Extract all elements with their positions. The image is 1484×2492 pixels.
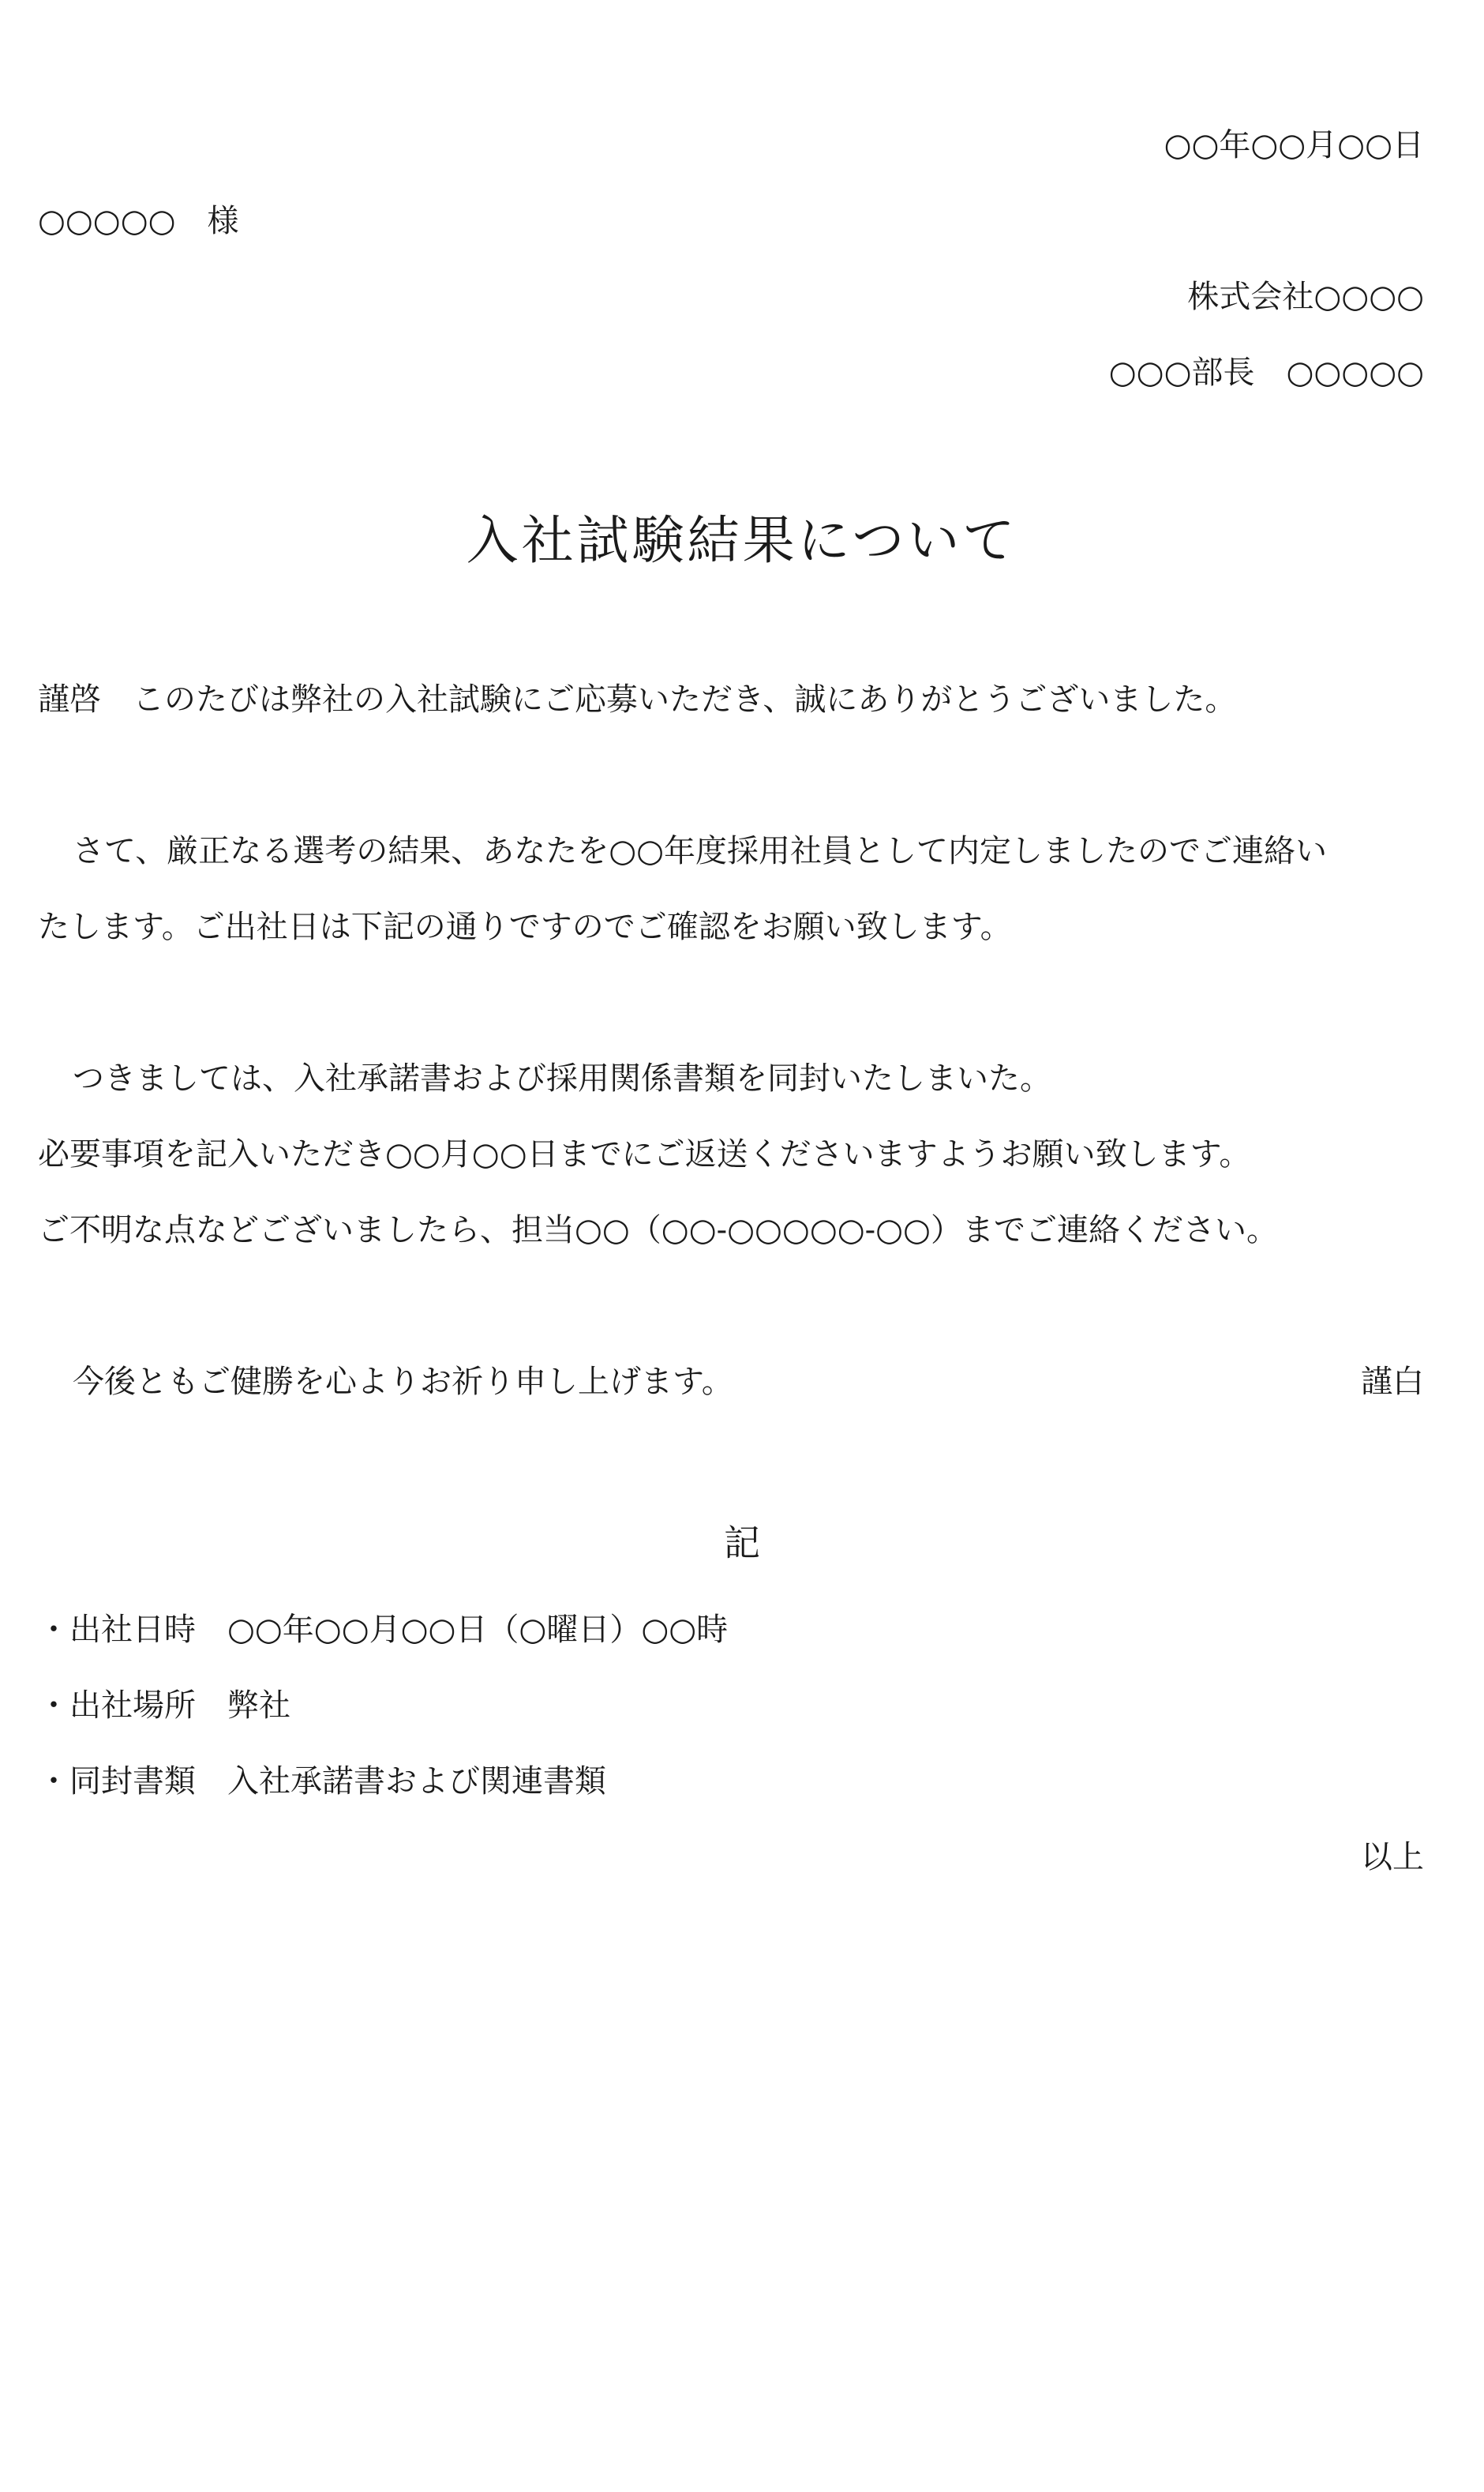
notes-item-value: ○○年○○月○○日（○曜日）○○時 xyxy=(227,1612,729,1648)
body-paragraph-1-line-2: たします。ご出社日は下記の通りですのでご確認をお願い致します。 xyxy=(38,909,1012,945)
body-paragraph-2-line-3: ご不明な点などございましたら、担当○○（○○-○○○○○-○○）までご連絡ください。 xyxy=(38,1212,1278,1248)
notes-item-label: ・出社日時 xyxy=(38,1612,196,1648)
notes-heading: 記 xyxy=(724,1522,760,1564)
sender-name: ○○○部長 ○○○○○ xyxy=(1108,355,1424,391)
notes-end: 以上 xyxy=(1361,1839,1424,1875)
greeting-line: 謹啓 このたびは弊社の入社試験にご応募いただき、誠にありがとうございました。 xyxy=(38,681,1237,718)
letter-date: ○○年○○月○○日 xyxy=(1164,127,1424,163)
notes-item-value: 弊社 xyxy=(227,1687,290,1724)
closing-line: 今後ともご健勝を心よりお祈り申し上げます。 xyxy=(73,1364,733,1400)
notes-item xyxy=(38,1683,290,1728)
notes-item-label: ・出社場所 xyxy=(38,1687,196,1724)
sender-company: 株式会社○○○○ xyxy=(1187,279,1424,315)
notes-item xyxy=(38,1608,728,1652)
body-paragraph-2-line-2: 必要事項を記入いただき○○月○○日までにご返送くださいますようお願い致します。 xyxy=(38,1136,1251,1173)
body-paragraph-1-line-1: さて、厳正なる選考の結果、あなたを○○年度採用社員として内定しましたのでご連絡い xyxy=(73,833,1328,869)
document-title: 入社試験結果について xyxy=(466,510,1018,571)
closing-word: 謹白 xyxy=(1361,1364,1424,1400)
notes-item-value: 入社承諾書および関連書類 xyxy=(227,1763,606,1800)
notes-item-label: ・同封書類 xyxy=(38,1763,196,1800)
notes-item xyxy=(38,1759,606,1803)
recipient-name: ○○○○○ 様 xyxy=(38,203,239,239)
body-paragraph-2-line-1: つきましては、入社承諾書および採用関係書類を同封いたしまいた。 xyxy=(73,1060,1051,1097)
